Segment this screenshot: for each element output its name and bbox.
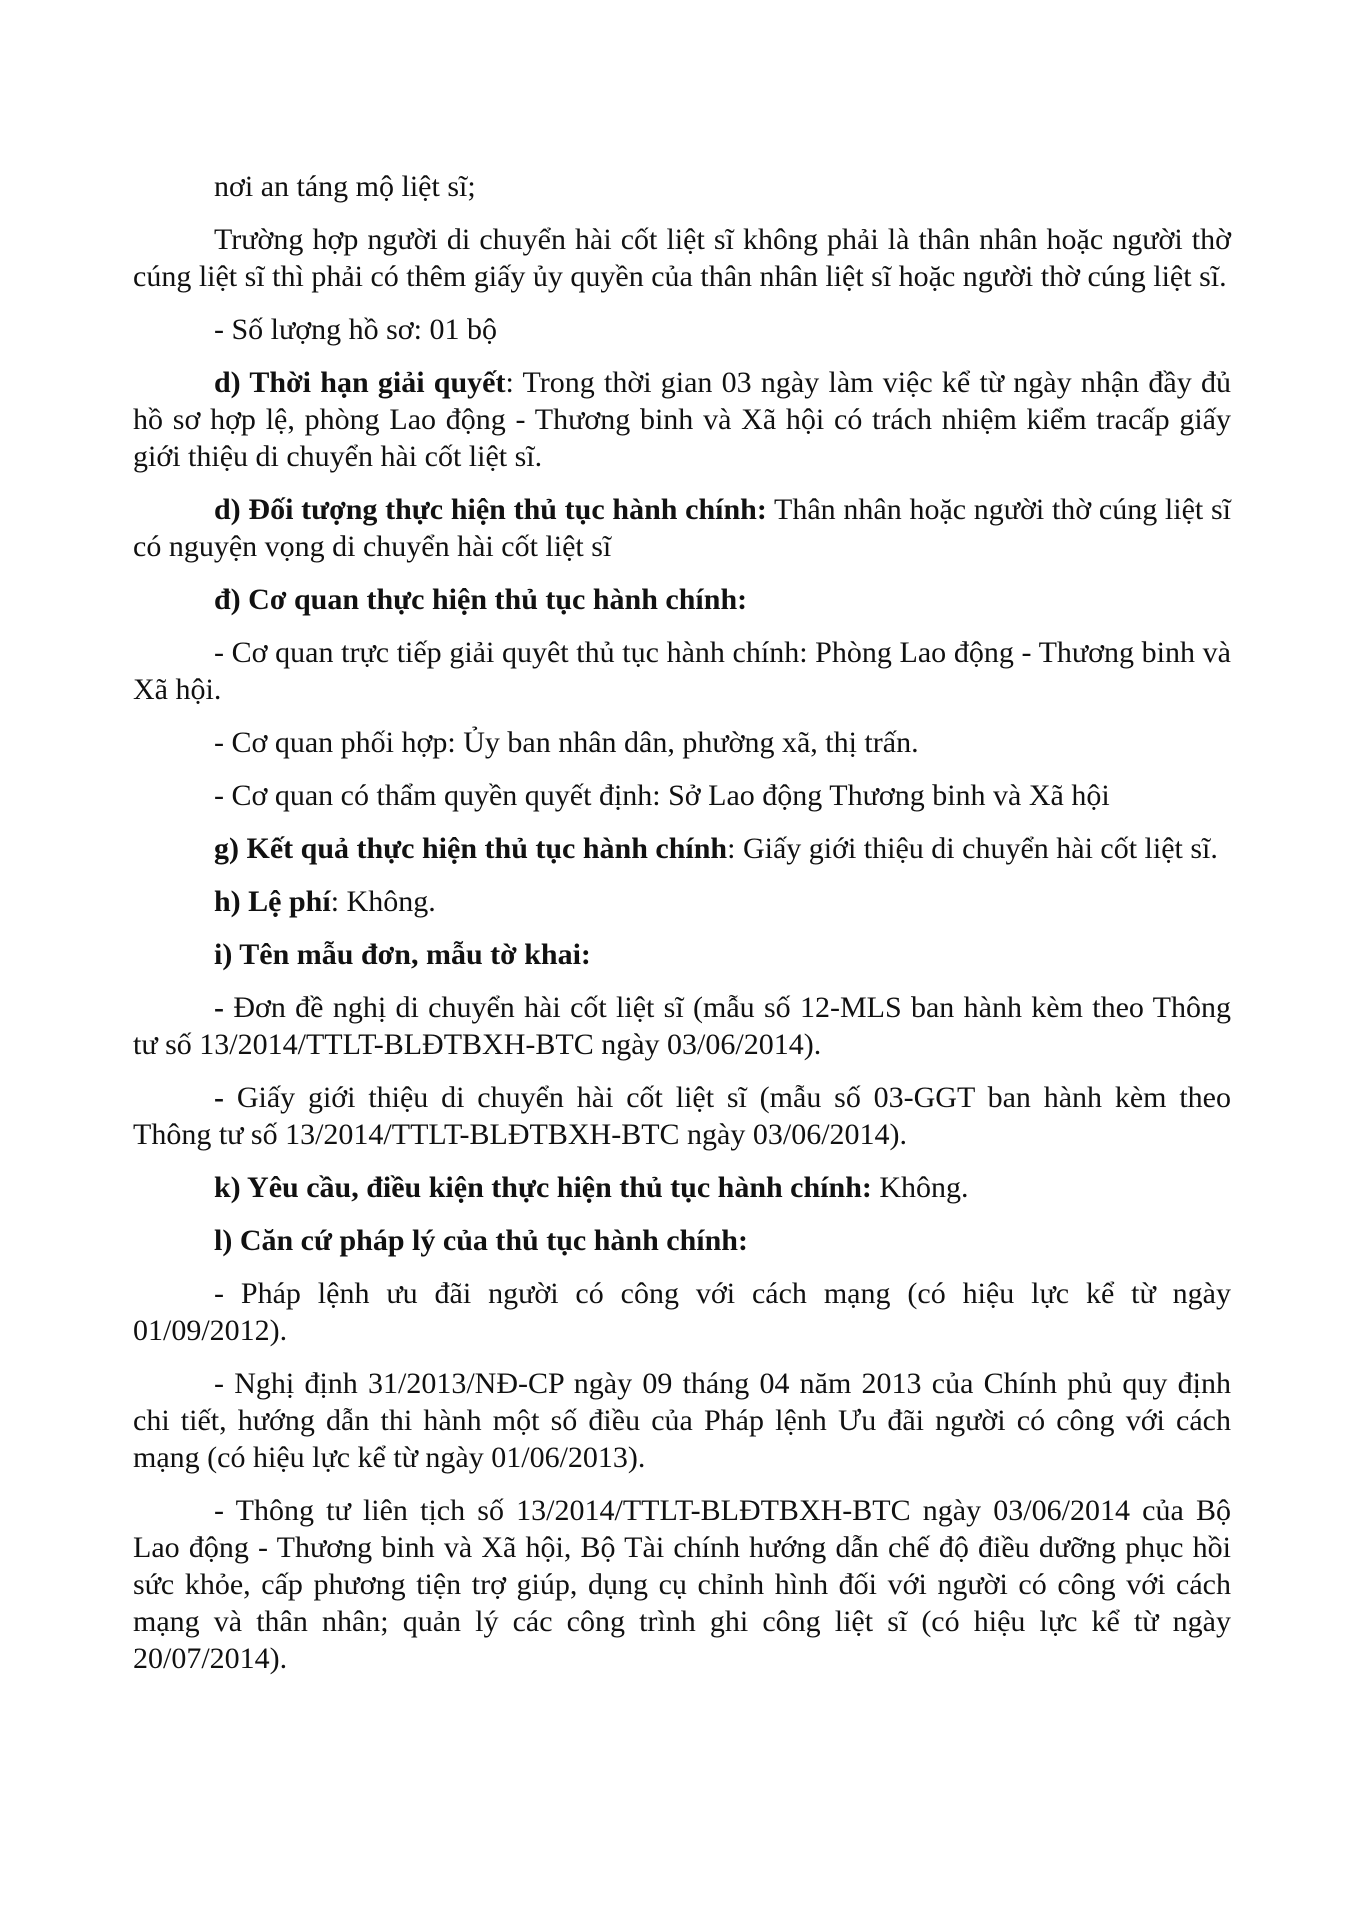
paragraph-authorization <box>133 221 1231 295</box>
section-body: : Không. <box>330 885 436 918</box>
section-body: : Trong thời gian 03 ngày làm việc kể từ ngày nhận đầy đủ hồ sơ hợp lệ, phòng Lao động - Thương binh và Xã hội có trách nhiệm kiểm tracấp giấy giới thiệu di chuyển hài cốt liệt sĩ. <box>133 366 1231 473</box>
paragraph-text: - Cơ quan phối hợp: Ủy ban nhân dân, phường xã, thị trấn. <box>214 726 919 759</box>
bullet-dash: - <box>214 991 224 1024</box>
paragraph-deciding-agency <box>133 777 1231 814</box>
section-legal-basis <box>133 1222 1231 1259</box>
paragraph-text: - Thông tư liên tịch số 13/2014/TTLT-BLĐTBXH-BTC ngày 03/06/2014 của Bộ Lao động - Thương binh và Xã hội, Bộ Tài chính hướng dẫn chế độ điều dưỡng phục hồi sức khỏe, cấp phương tiện trợ giúp, dụng cụ chỉnh hình đối với người có công với cách mạng và thân nhân; quản lý các công trình ghi công liệt sĩ (có hiệu lực kể từ ngày 20/07/2014). <box>133 1494 1231 1675</box>
section-result <box>133 830 1231 867</box>
paragraph-text: nơi an táng mộ liệt sĩ; <box>214 170 476 203</box>
section-heading: d) Đối tượng thực hiện thủ tục hành chính: <box>214 493 767 526</box>
paragraph-text: - Số lượng hồ sơ: 01 bộ <box>214 313 498 346</box>
paragraph-text: Đơn đề nghị di chuyển hài cốt liệt sĩ (mẫu số 12-MLS ban hành kèm theo Thông tư số 13/2014/TTLT-BLĐTBXH-BTC ngày 03/06/2014). <box>133 991 1231 1061</box>
document-page <box>133 168 1231 1693</box>
section-heading: k) Yêu cầu, điều kiện thực hiện thủ tục hành chính: <box>214 1171 872 1204</box>
paragraph-form-introduction <box>133 1079 1231 1153</box>
paragraph-decree <box>133 1365 1231 1476</box>
section-fee <box>133 883 1231 920</box>
paragraph-direct-agency <box>133 634 1231 708</box>
section-forms <box>133 936 1231 973</box>
section-body: Thân nhân hoặc người thờ cúng liệt sĩ có nguyện vọng di chuyển hài cốt liệt sĩ <box>133 493 1231 563</box>
paragraph-text: - Cơ quan trực tiếp giải quyêt thủ tục hành chính: Phòng Lao động - Thương binh và Xã hội. <box>133 636 1231 706</box>
paragraph-text: - Nghị định 31/2013/NĐ-CP ngày 09 tháng 04 năm 2013 của Chính phủ quy định chi tiết, hướng dẫn thi hành một số điều của Pháp lệnh Ưu đãi người có công với cách mạng (có hiệu lực kể từ ngày 01/06/2013). <box>133 1367 1231 1474</box>
paragraph-ordinance <box>133 1275 1231 1349</box>
paragraph-burial-place <box>133 168 1231 205</box>
paragraph-text: - Cơ quan có thẩm quyền quyết định: Sở Lao động Thương binh và Xã hội <box>214 779 1110 812</box>
paragraph-coordinating-agency <box>133 724 1231 761</box>
paragraph-text: - Pháp lệnh ưu đãi người có công với cách mạng (có hiệu lực kể từ ngày 01/09/2012). <box>133 1277 1231 1347</box>
section-body: : Giấy giới thiệu di chuyển hài cốt liệt sĩ. <box>727 832 1218 865</box>
section-time-limit <box>133 364 1231 475</box>
section-heading: đ) Cơ quan thực hiện thủ tục hành chính: <box>214 583 748 616</box>
section-heading: i) Tên mẫu đơn, mẫu tờ khai: <box>214 938 591 971</box>
paragraph-text: Trường hợp người di chuyển hài cốt liệt sĩ không phải là thân nhân hoặc người thờ cúng liệt sĩ thì phải có thêm giấy ủy quyền của thân nhân liệt sĩ hoặc người thờ cúng liệt sĩ. <box>133 223 1231 293</box>
section-heading: g) Kết quả thực hiện thủ tục hành chính <box>214 832 728 865</box>
section-agencies <box>133 581 1231 618</box>
section-requirements <box>133 1169 1231 1206</box>
section-heading: h) Lệ phí <box>214 885 331 918</box>
bullet-dash: - <box>214 1081 224 1114</box>
section-heading: d) Thời hạn giải quyết <box>214 366 506 399</box>
section-body: Không. <box>871 1171 969 1204</box>
paragraph-dossier-count <box>133 311 1231 348</box>
paragraph-circular <box>133 1492 1231 1677</box>
paragraph-text: Giấy giới thiệu di chuyển hài cốt liệt sĩ (mẫu số 03-GGT ban hành kèm theo Thông tư số 13/2014/TTLT-BLĐTBXH-BTC ngày 03/06/2014). <box>133 1081 1231 1151</box>
paragraph-form-request <box>133 989 1231 1063</box>
section-heading: l) Căn cứ pháp lý của thủ tục hành chính: <box>214 1224 748 1257</box>
section-subjects <box>133 491 1231 565</box>
